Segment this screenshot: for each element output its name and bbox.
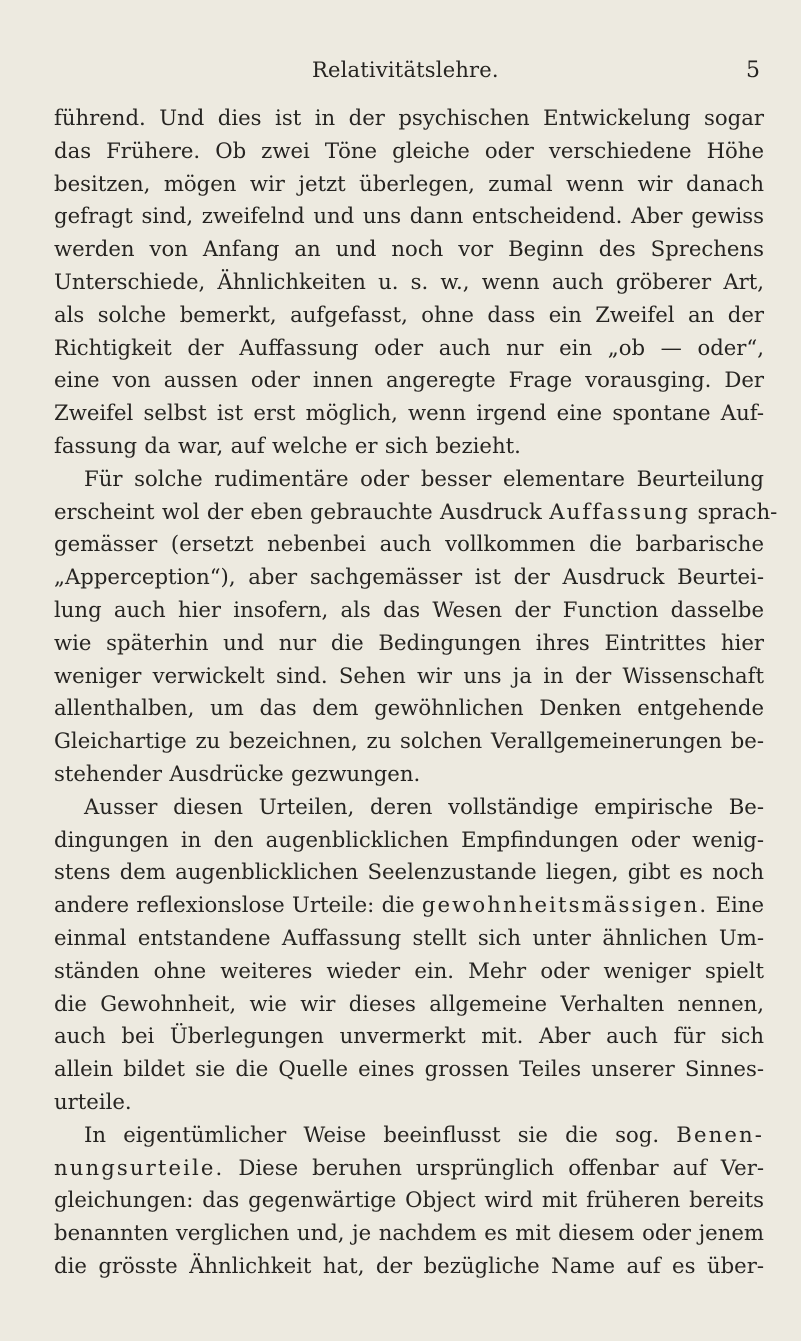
text-segment: Eine	[715, 892, 764, 918]
text-line: Zweifel selbst ist erst möglich, wenn irgend eine spontane Auf-	[54, 400, 764, 426]
text-line: Richtigkeit der Auffassung oder auch nur ein „ob — oder“,	[54, 334, 764, 360]
body-text	[54, 102, 778, 1283]
page-number: 5	[746, 58, 760, 83]
text-line: Gleichartige zu bezeichnen, zu solchen Verallgemeinerungen be-	[54, 728, 764, 754]
text-line: die grösste Ähnlichkeit hat, der bezügliche Name auf es über-	[54, 1252, 764, 1278]
text-line	[54, 889, 764, 922]
emphasized-term-benennungsurteile-cont: nungsurteile.	[54, 1154, 225, 1180]
running-head	[50, 58, 760, 90]
text-line: allenthalben, um das dem gewöhnlichen Denken entgehende	[54, 695, 764, 721]
text-segment: erscheint wol der eben gebrauchte Ausdruck	[54, 498, 542, 524]
text-line: führend. Und dies ist in der psychischen Entwickelung sogar	[54, 105, 764, 130]
text-line: urteile.	[54, 1088, 132, 1114]
text-line: werden von Anfang an und noch vor Beginn des Sprechens	[54, 236, 764, 262]
text-line	[54, 496, 778, 529]
text-line: wie späterhin und nur die Bedingungen ihres Eintrittes hier	[54, 629, 764, 655]
text-line: ständen ohne weiteres wieder ein. Mehr oder weniger spielt	[54, 957, 764, 983]
text-line: fassung da war, auf welche er sich bezieht.	[54, 432, 521, 458]
text-line: auch bei Überlegungen unvermerkt mit. Aber auch für sich	[54, 1023, 764, 1049]
text-line: gemässer (ersetzt nebenbei auch vollkommen die barbarische	[54, 531, 764, 557]
text-line: dingungen in den augenblicklichen Empfindungen oder wenig-	[54, 826, 764, 852]
text-line: gleichungen: das gegenwärtige Object wird mit früheren bereits	[54, 1187, 764, 1213]
text-segment: sprach-	[697, 498, 778, 524]
text-line	[54, 1119, 764, 1152]
emphasized-term-gewohnheitsmaessigen: gewohnheitsmässigen.	[421, 892, 709, 918]
emphasized-term-benennungsurteile: Benen-	[676, 1121, 764, 1147]
text-line: einmal entstandene Auffassung stellt sich unter ähnlichen Um-	[54, 924, 764, 950]
text-line: die Gewohnheit, wie wir dieses allgemeine Verhalten nennen,	[54, 990, 764, 1016]
text-line: lung auch hier insofern, als das Wesen der Function dasselbe	[54, 596, 764, 622]
text-segment: In eigentümlicher Weise beeinflusst sie die sog.	[84, 1121, 660, 1147]
running-title: Relativitätslehre.	[312, 58, 499, 82]
text-segment: Diese beruhen ursprünglich offenbar auf Ver-	[238, 1154, 764, 1180]
text-segment: andere reflexionslose Urteile: die	[54, 892, 415, 918]
text-line: allein bildet sie die Quelle eines grossen Teiles unserer Sinnes-	[54, 1056, 764, 1082]
text-line: „Apperception“), aber sachgemässer ist der Ausdruck Beurtei-	[54, 564, 764, 590]
text-line: das Frühere. Ob zwei Töne gleiche oder verschiedene Höhe	[54, 137, 764, 163]
text-line: besitzen, mögen wir jetzt überlegen, zumal wenn wir danach	[54, 170, 764, 196]
text-line: Unterschiede, Ähnlichkeiten u. s. w., wenn auch gröberer Art,	[54, 268, 764, 294]
text-line: Ausser diesen Urteilen, deren vollständige empirische Be-	[84, 793, 764, 819]
text-line: gefragt sind, zweifelnd und uns dann entscheidend. Aber gewiss	[54, 203, 764, 229]
text-line: stehender Ausdrücke gezwungen.	[54, 760, 421, 786]
text-line: weniger verwickelt sind. Sehen wir uns ja in der Wissenschaft	[54, 662, 764, 688]
text-line: eine von aussen oder innen angeregte Frage vorausging. Der	[54, 367, 764, 393]
text-line: Für solche rudimentäre oder besser elementare Beurteilung	[84, 465, 764, 491]
text-line	[54, 1152, 764, 1185]
emphasized-term-auffassung: Auffassung	[549, 498, 691, 524]
text-line: benannten verglichen und, je nachdem es mit diesem oder jenem	[54, 1220, 764, 1246]
text-line: als solche bemerkt, aufgefasst, ohne dass ein Zweifel an der	[54, 301, 764, 327]
text-line: stens dem augenblicklichen Seelenzustande liegen, gibt es noch	[54, 859, 764, 885]
